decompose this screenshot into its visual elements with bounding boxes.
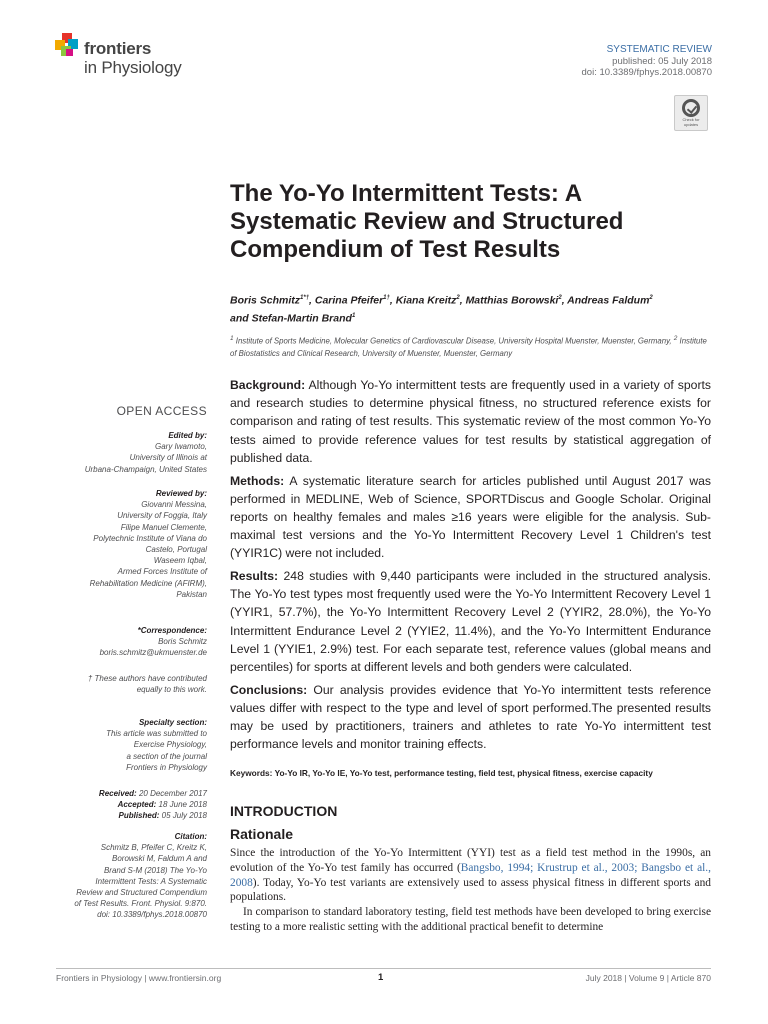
author-sup: 1	[351, 312, 356, 319]
journal-logo[interactable]	[55, 31, 195, 81]
article-meta	[582, 44, 712, 79]
frontiers-logo-icon	[55, 33, 79, 59]
editor-line: University of Illinois at	[129, 453, 207, 463]
footer-issue-info: July 2018 | Volume 9 | Article 870	[585, 973, 711, 983]
received-date: 20 December 2017	[138, 789, 207, 798]
paragraph: In comparison to standard laboratory testing, field test methods have been developed to bring exercise testing to a more realistic setting with the additional practical benefit to determine	[230, 906, 711, 933]
reviewer-line: Castelo, Portugal	[145, 545, 207, 555]
intro-body	[230, 846, 711, 935]
published-date: published: 05 July 2018	[612, 55, 712, 67]
contribution-note	[47, 673, 207, 695]
author-list	[230, 291, 710, 326]
author-name[interactable]: Kiana Kreitz	[395, 294, 457, 307]
citation-block	[47, 831, 207, 921]
author-sep: ,	[561, 294, 568, 307]
citation-line: Schmitz B, Pfeifer C, Kreitz K,	[100, 843, 207, 853]
accepted-label: Accepted:	[117, 800, 157, 810]
article-title: The Yo-Yo Intermittent Tests: A Systematic Review and Structured Compendium of Test Results	[230, 180, 624, 263]
citation-line: Brand S-M (2018) The Yo-Yo	[103, 865, 207, 875]
author-sep: ,	[389, 294, 396, 307]
abstract-text: A systematic literature search for articles published until August 2017 was performed in MEDLINE, Web of Science, SPORTDiscus and Google Scholar. Original reports on healthy females and males ≥16 years were eligible for the analysis. Sub-maximal test versions and the Yo-Yo Intermittent Recovery Level 1 Children's test (YYIR1C) were not included.	[230, 473, 711, 561]
author-name[interactable]: Carina Pfeifer	[314, 294, 384, 307]
author-sup: 1†	[383, 295, 390, 301]
accepted-date: 18 June 2018	[158, 800, 207, 810]
paragraph-text: ). Today, Yo-Yo test variants are extensively used to assess physical fitness in different sports and populations.	[230, 876, 711, 904]
specialty-line: Exercise Physiology,	[133, 740, 207, 750]
abstract-conclusions	[230, 681, 711, 754]
affil-num: 2	[673, 335, 678, 342]
article-type: SYSTEMATIC REVIEW	[606, 44, 712, 55]
reviewer-line: Filipe Manuel Clemente,	[120, 522, 207, 532]
reviewed-by-label: Reviewed by:	[155, 489, 207, 498]
citation-link[interactable]: Bangsbo, 1994; Krustrup et al., 2003; Bangsbo et al., 2008	[230, 861, 711, 889]
reviewed-by-block	[47, 488, 207, 600]
editor-line: Urbana-Champaign, United States	[84, 464, 207, 474]
author-sup: 1*†	[300, 295, 310, 301]
abstract-methods	[230, 472, 711, 563]
affiliations	[230, 333, 710, 361]
abstract-label: Background:	[230, 378, 306, 392]
published-date-side: 05 July 2018	[161, 811, 207, 821]
check-updates-label: Check for updates	[682, 117, 700, 127]
received-label: Received:	[98, 789, 137, 798]
correspondence-label: *Correspondence:	[137, 626, 207, 635]
reviewer-line: Pakistan	[176, 589, 207, 599]
logo-brand-text: frontiers	[84, 39, 152, 58]
abstract-text: 248 studies with 9,440 participants were included in the structured analysis. The Yo-Yo test types most frequently used were the Yo-Yo Intermittent Recovery Level 1 (YYIR1, 57.7%), the Yo-Yo Intermittent Recovery Level 2 (YYIR2, 28.0%), the Yo-Yo Intermittent Endurance Level 2 (YYIE2, 11.4%), and the Yo-Yo Intermittent Endurance Level 1 (YYIE1, 2.9%) test. For each separate test, reference values (global means and percentiles) for sports at different levels and both genders were calculated.	[230, 569, 711, 675]
specialty-line: a section of the journal	[126, 751, 207, 761]
author-sep: ,	[459, 294, 466, 307]
dates-block	[47, 788, 207, 822]
abstract-results	[230, 567, 711, 676]
affiliation-1: Institute of Sports Medicine, Molecular Genetics of Cardiovascular Disease, University Hospital Muenster, Muenster, Germany,	[233, 336, 674, 346]
citation-label: Citation:	[174, 832, 207, 841]
author-name[interactable]: and Stefan-Martin Brand	[230, 312, 352, 324]
keywords: Keywords: Yo-Yo IR, Yo-Yo IE, Yo-Yo test, performance testing, field test, physical fitness, exercise capacity	[230, 768, 653, 778]
abstract-background	[230, 376, 711, 467]
citation-line: Review and Structured Compendium	[76, 888, 207, 898]
affiliation-2: Institute of Biostatistics and Clinical Research, University of Muenster, Muenster, Germany	[230, 336, 707, 359]
edited-by-label: Edited by:	[168, 431, 207, 440]
author-sup: 2	[558, 295, 562, 301]
reviewer-line: Polytechnic Institute of Viana do	[93, 533, 207, 543]
check-updates-icon	[682, 99, 700, 117]
logo-journal-text: in Physiology	[84, 58, 182, 77]
abstract-text: Our analysis provides evidence that Yo-Yo intermittent tests reference values differ with respect to the type and level of sport performed.The presented results may be used by practitioners, trainers and athletes to rate Yo-Yo intermittent test performance levels and monitor training effects.	[230, 682, 711, 752]
paragraph-text: Since the introduction of the Yo-Yo Intermittent (YYI) test as a field test method in the 1990s, an evolution of the Yo-Yo test family has occurred (	[230, 847, 711, 874]
author-name[interactable]: Andreas Faldum	[567, 294, 650, 307]
abstract-text: Although Yo-Yo intermittent tests are frequently used in a variety of sports and research studies to determine physical fitness, no structured reference exists for comparison and rating of test results. This systematic review of the most common Yo-Yo tests aimed to provide reference values for test results by statistical aggregation of published data.	[230, 378, 711, 465]
paragraph	[230, 846, 711, 905]
specialty-line: This article was submitted to	[106, 729, 207, 739]
reviewer-line: Armed Forces Institute of	[117, 567, 207, 577]
correspondence-email-link[interactable]: boris.schmitz@ukmuenster.de	[99, 648, 207, 658]
author-sup: 2	[649, 295, 653, 301]
citation-line: Borowski M, Faldum A and	[112, 854, 207, 864]
correspondence-name: Boris Schmitz	[158, 637, 207, 647]
open-access-label: OPEN ACCESS	[116, 404, 207, 418]
contrib-line: † These authors have contributed	[87, 674, 207, 683]
contrib-line: equally to this work.	[136, 685, 207, 695]
abstract	[230, 376, 711, 758]
citation-line: of Test Results. Front. Physiol. 9:870.	[74, 899, 207, 909]
footer-divider	[56, 968, 711, 969]
author-name[interactable]: Boris Schmitz	[230, 294, 301, 307]
citation-doi-link[interactable]: doi: 10.3389/fphys.2018.00870	[97, 910, 207, 920]
subsection-heading: Rationale	[230, 826, 294, 842]
citation-line: Intermittent Tests: A Systematic	[95, 876, 207, 886]
author-sep: ,	[309, 294, 315, 307]
section-heading: INTRODUCTION	[230, 803, 338, 819]
page-number: 1	[378, 972, 384, 983]
reviewer-line: Rehabilitation Medicine (AFIRM),	[89, 578, 207, 588]
reviewer-line: University of Foggia, Italy	[117, 511, 207, 521]
correspondence-block	[47, 625, 207, 659]
check-for-updates-button[interactable]	[674, 95, 708, 131]
affil-num: 1	[230, 335, 234, 342]
author-name[interactable]: Matthias Borowski	[465, 294, 559, 307]
abstract-label: Results:	[230, 569, 279, 584]
edited-by-block	[47, 430, 207, 475]
abstract-label: Methods:	[230, 473, 285, 488]
specialty-label: Specialty section:	[138, 718, 207, 727]
abstract-label: Conclusions:	[230, 682, 308, 697]
specialty-line: Frontiers in Physiology	[126, 762, 207, 772]
doi-link[interactable]: doi: 10.3389/fphys.2018.00870	[581, 67, 712, 78]
author-sup: 2	[456, 295, 460, 301]
specialty-block	[47, 717, 207, 773]
footer-journal-link[interactable]: Frontiers in Physiology | www.frontiersin.org	[56, 973, 222, 983]
reviewer-line: Giovanni Messina,	[141, 500, 207, 510]
reviewer-line: Waseem Iqbal,	[153, 556, 207, 566]
published-label: Published:	[118, 811, 160, 821]
editor-line: Gary Iwamoto,	[154, 442, 207, 452]
